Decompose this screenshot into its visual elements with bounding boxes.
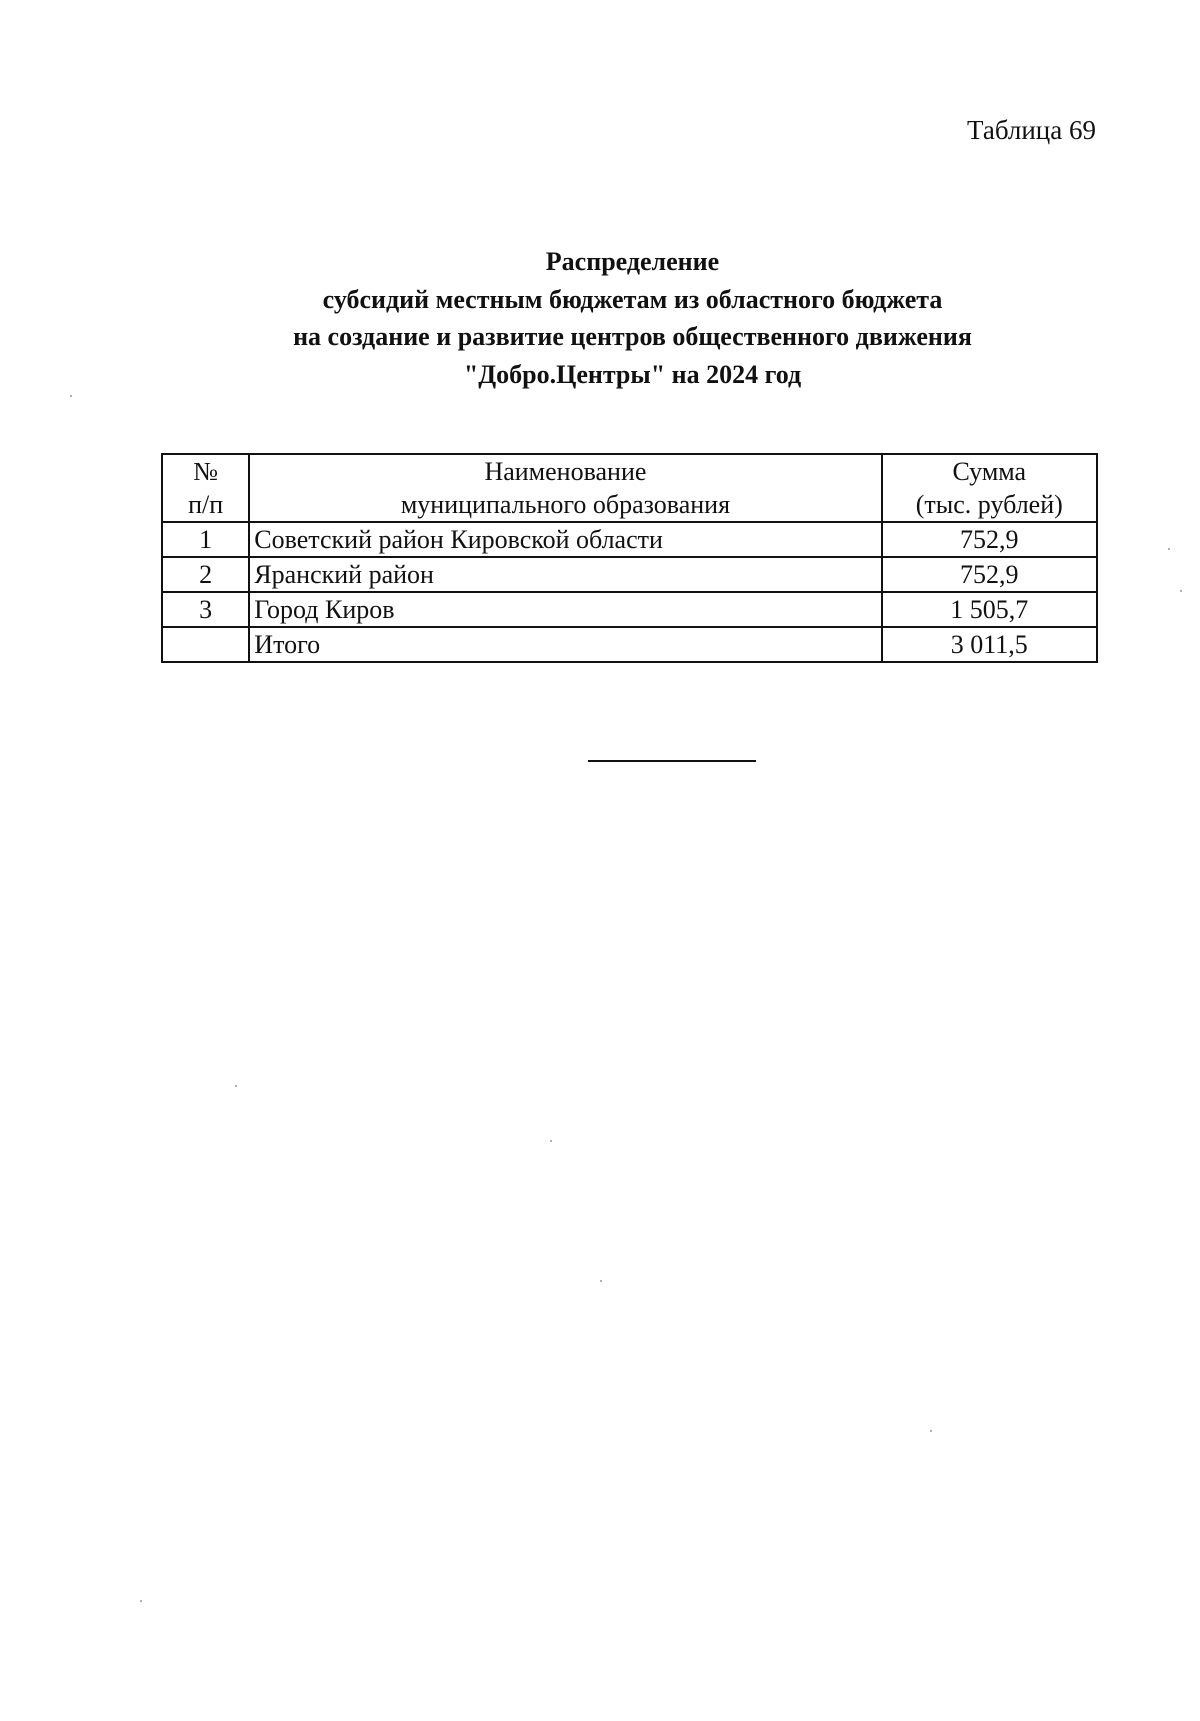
header-name-line-1: Наименование xyxy=(484,457,647,486)
header-sum-line-2: (тыс. рублей) xyxy=(915,490,1063,519)
row-sum: 1 505,7 xyxy=(882,592,1097,627)
title-line-1: Распределение xyxy=(545,247,720,276)
scan-speck xyxy=(235,1085,237,1087)
title-line-3: на создание и развитие центров общественного движения xyxy=(293,322,972,351)
row-num: 3 xyxy=(162,592,249,627)
table-row xyxy=(162,557,1097,592)
distribution-table xyxy=(161,453,1098,663)
row-name: Советский район Кировской области xyxy=(249,522,881,557)
scan-speck xyxy=(1168,548,1170,550)
header-num-line-2: п/п xyxy=(188,490,224,519)
total-label: Итого xyxy=(249,627,881,662)
scan-speck xyxy=(140,1600,142,1602)
table-number: Таблица 69 xyxy=(967,115,1096,145)
scan-speck xyxy=(930,1430,932,1432)
scan-speck xyxy=(70,395,72,397)
row-sum: 752,9 xyxy=(882,522,1097,557)
scan-speck xyxy=(550,1140,552,1142)
document-title xyxy=(0,243,1200,393)
scan-speck xyxy=(1180,590,1182,592)
table-total-row xyxy=(162,627,1097,662)
title-line-2: субсидий местным бюджетам из областного бюджета xyxy=(322,284,943,314)
row-sum: 752,9 xyxy=(882,557,1097,592)
total-num xyxy=(162,627,249,662)
table-header-row xyxy=(162,454,1097,522)
row-num: 2 xyxy=(162,557,249,592)
header-name xyxy=(249,454,881,522)
header-name-line-2: муниципального образования xyxy=(400,490,731,519)
total-sum: 3 011,5 xyxy=(882,627,1097,662)
header-num xyxy=(162,454,249,522)
row-name: Яранский район xyxy=(249,557,881,592)
scan-speck xyxy=(600,1280,602,1282)
row-num: 1 xyxy=(162,522,249,557)
header-num-line-1: № xyxy=(193,457,219,486)
header-sum-line-1: Сумма xyxy=(952,457,1027,486)
title-line-4: "Добро.Центры" на 2024 год xyxy=(463,359,802,389)
table-row xyxy=(162,592,1097,627)
table-row xyxy=(162,522,1097,557)
header-sum xyxy=(882,454,1097,522)
row-name: Город Киров xyxy=(249,592,881,627)
end-divider-line xyxy=(588,760,756,762)
